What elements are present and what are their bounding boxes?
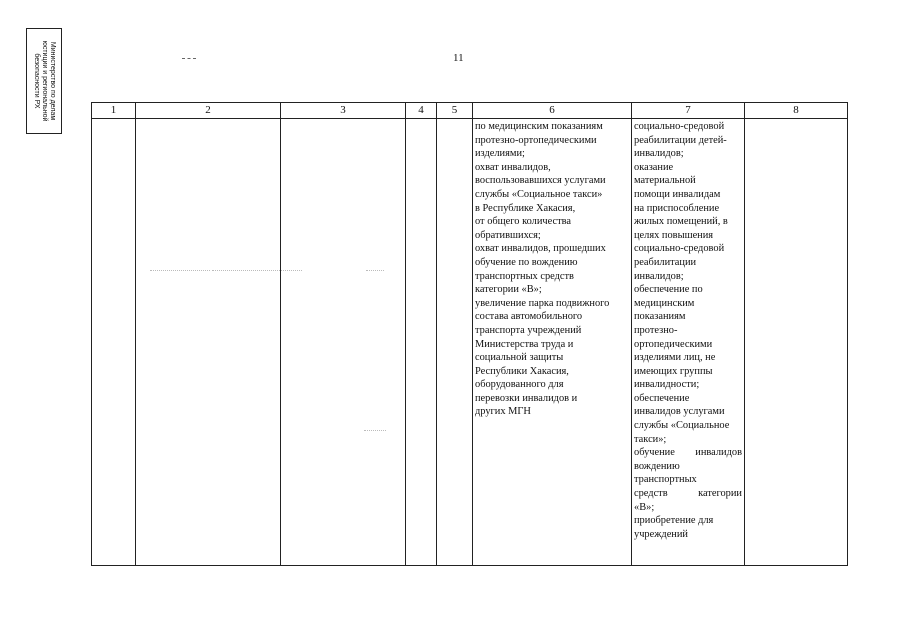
text-line: воспользовавшихся услугами: [475, 175, 606, 187]
text-line: оборудованного для: [475, 379, 564, 391]
cell-col-7: [632, 119, 745, 566]
text-line: перевозки инвалидов и: [475, 392, 578, 404]
text-line: увеличение парка подвижного: [475, 297, 610, 309]
text-line: транспорта учреждений: [475, 324, 582, 336]
text-line: в Республике Хакасия,: [475, 202, 576, 214]
scan-artifact: [150, 270, 210, 272]
text-line: инвалидов услугами: [634, 406, 725, 418]
scan-artifact: [364, 430, 386, 432]
text-line: социально-средовой: [634, 121, 725, 132]
text-line: целях повышения: [634, 229, 714, 241]
header-cell-3: 3: [281, 103, 406, 119]
text-line: охват инвалидов,: [475, 161, 551, 173]
text-line: социально-средовой: [634, 243, 725, 255]
text-line: службы «Социальное: [634, 420, 730, 432]
text-line: охват инвалидов, прошедших: [475, 243, 606, 255]
text-line: изделиями;: [475, 148, 525, 160]
cell-col-1: [92, 119, 136, 566]
text-line: ортопедическими: [634, 338, 713, 350]
text-line: транспортных средств: [475, 270, 574, 282]
text-line: такси»;: [634, 433, 667, 445]
text-line: приобретение для: [634, 515, 714, 527]
text-line: категории «В»;: [475, 284, 542, 296]
header-cell-4: 4: [406, 103, 437, 119]
header-cell-1: 1: [92, 103, 136, 119]
cell-col-8: [745, 119, 848, 566]
text-line: от общего количества: [475, 216, 572, 228]
text-line: протезно-: [634, 324, 678, 336]
text-line: инвалидов;: [634, 270, 684, 282]
text-line: транспортных: [634, 474, 697, 486]
header-cell-5: 5: [437, 103, 473, 119]
text-line: обучение инвалидов: [634, 447, 742, 459]
text-line: инвалидности;: [634, 379, 700, 391]
stamp-line: безопасности РХ: [33, 53, 40, 109]
text-line: службы «Социальное такси»: [475, 188, 603, 200]
text-line: показаниям: [634, 311, 686, 323]
text-line: Министерства труда и: [475, 338, 574, 350]
scan-mark: [182, 58, 196, 60]
text-line: изделиями лиц, не: [634, 352, 716, 364]
text-line: помощи инвалидам: [634, 188, 721, 200]
header-cell-7: 7: [632, 103, 745, 119]
text-line: обратившихся;: [475, 229, 541, 241]
text-line: «В»;: [634, 501, 655, 513]
table-row: [92, 119, 848, 566]
text-line: по медицинским показаниям: [475, 121, 603, 132]
header-cell-6: 6: [473, 103, 632, 119]
text-line: обучение по вождению: [475, 256, 578, 268]
indicators-text: [475, 120, 629, 419]
text-line: средств категории: [634, 488, 742, 500]
stamp-text: [32, 30, 56, 132]
header-cell-8: 8: [745, 103, 848, 119]
text-line: оказание: [634, 161, 674, 173]
stamp-line: юстиции и региональной: [41, 40, 48, 122]
text-line: учреждений: [634, 528, 688, 540]
text-line: Республики Хакасия,: [475, 365, 569, 377]
measures-text: [634, 120, 742, 541]
text-line: инвалидов;: [634, 148, 684, 160]
text-line: обеспечение: [634, 392, 690, 404]
text-line: реабилитации детей-: [634, 134, 727, 146]
text-line: на приспособление: [634, 202, 720, 214]
text-line: состава автомобильного: [475, 311, 583, 323]
text-line: медицинским: [634, 297, 695, 309]
text-line: других МГН: [475, 406, 531, 418]
stamp-line: Министерство по делам: [49, 41, 56, 121]
cell-col-5: [437, 119, 473, 566]
cell-col-3: [281, 119, 406, 566]
header-row: [92, 103, 848, 119]
text-line: социальной защиты: [475, 352, 564, 364]
text-line: реабилитации: [634, 256, 697, 268]
scan-artifact: [212, 270, 302, 272]
scan-artifact: [366, 270, 384, 272]
registration-stamp: [26, 28, 62, 134]
cell-col-2: [136, 119, 281, 566]
cell-col-6: [473, 119, 632, 566]
text-line: имеющих группы: [634, 365, 713, 377]
data-table: [91, 102, 848, 566]
page-number: 11: [453, 52, 464, 64]
text-line: обеспечение по: [634, 284, 703, 296]
header-cell-2: 2: [136, 103, 281, 119]
cell-col-4: [406, 119, 437, 566]
text-line: материальной: [634, 175, 696, 187]
text-line: протезно-ортопедическими: [475, 134, 597, 146]
text-line: жилых помещений, в: [634, 216, 728, 228]
text-line: вождению: [634, 460, 680, 472]
